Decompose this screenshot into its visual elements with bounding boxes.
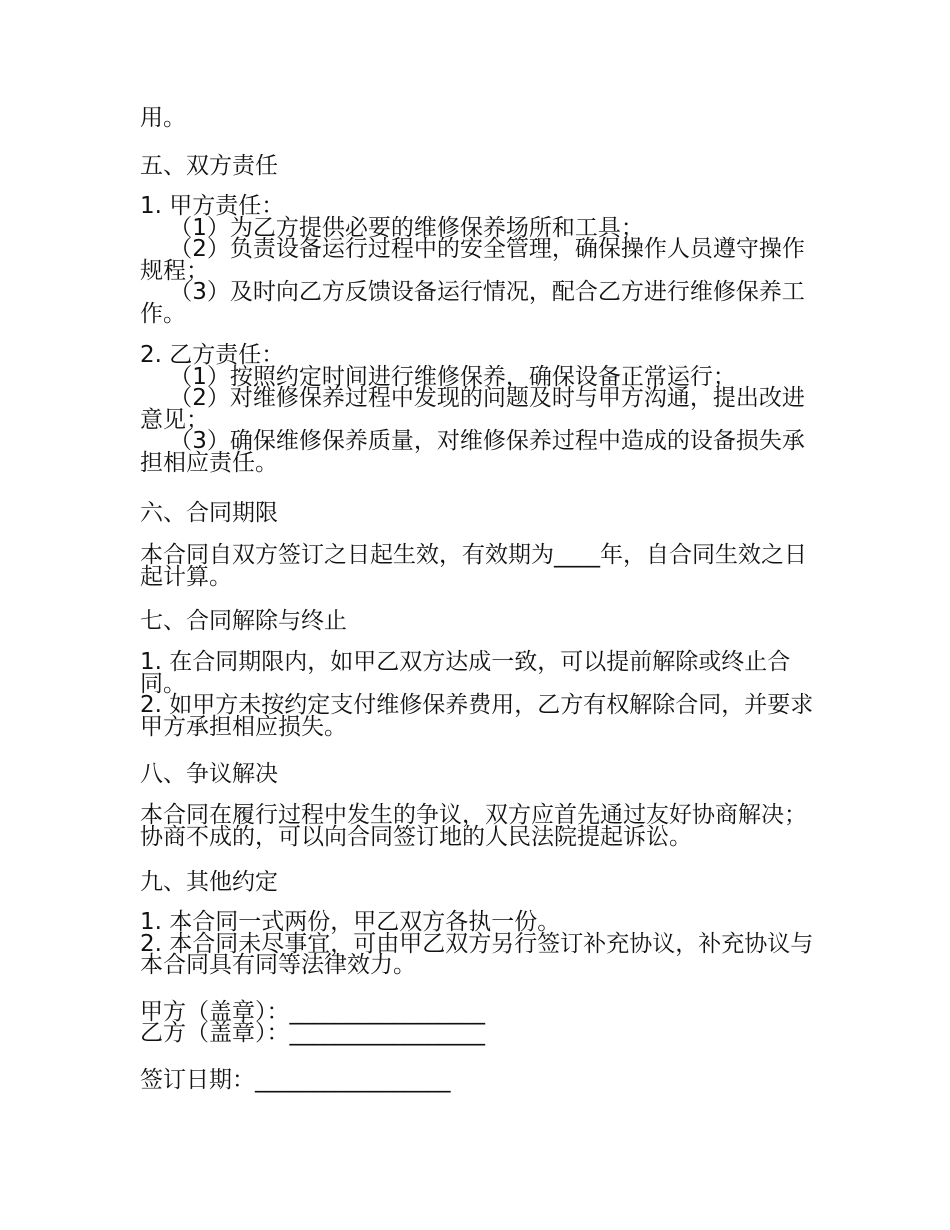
- party-seal-lines: 甲方（盖章）：_________________ 乙方（盖章）：_________________: [140, 999, 485, 1046]
- section-heading-other: 九、其他约定: [140, 869, 278, 895]
- section-heading-responsibilities: 五、双方责任: [140, 153, 278, 179]
- section-heading-termination: 七、合同解除与终止: [140, 608, 347, 634]
- other-provisions: 1. 本合同一式两份，甲乙双方各执一份。 2. 本合同未尽事宜，可由甲乙双方另行签订补充协议，补充协议与本合同具有同等法律效力。: [140, 909, 814, 978]
- paragraph-continuation: 用。: [140, 105, 186, 131]
- section-heading-dispute: 八、争议解决: [140, 761, 278, 787]
- party-b-responsibilities: 2. 乙方责任： （1）按照约定时间进行维修保养，确保设备正常运行； （2）对维修保养过程中发现的问题及时与甲方沟通，提出改进意见； （3）确保维修保养质量，对维修保养过程中造成的设备损失承担相应责任。: [140, 342, 805, 476]
- signing-date-line: 签订日期：_________________: [140, 1067, 451, 1093]
- termination-clauses: 1. 在合同期限内，如甲乙双方达成一致，可以提前解除或终止合同。 2. 如甲方未按约定支付维修保养费用，乙方有权解除合同，并要求甲方承担相应损失。: [140, 649, 814, 740]
- dispute-resolution-clause: 本合同在履行过程中发生的争议，双方应首先通过友好协商解决；协商不成的，可以向合同签订地的人民法院提起诉讼。: [140, 802, 807, 850]
- party-a-responsibilities: 1. 甲方责任： （1）为乙方提供必要的维修保养场所和工具； （2）负责设备运行过程中的安全管理，确保操作人员遵守操作规程； （3）及时向乙方反馈设备运行情况，配合乙方进行维修保养工作。: [140, 193, 805, 327]
- section-heading-term: 六、合同期限: [140, 500, 278, 526]
- contract-term-clause: 本合同自双方签订之日起生效，有效期为____年，自合同生效之日起计算。: [140, 542, 807, 590]
